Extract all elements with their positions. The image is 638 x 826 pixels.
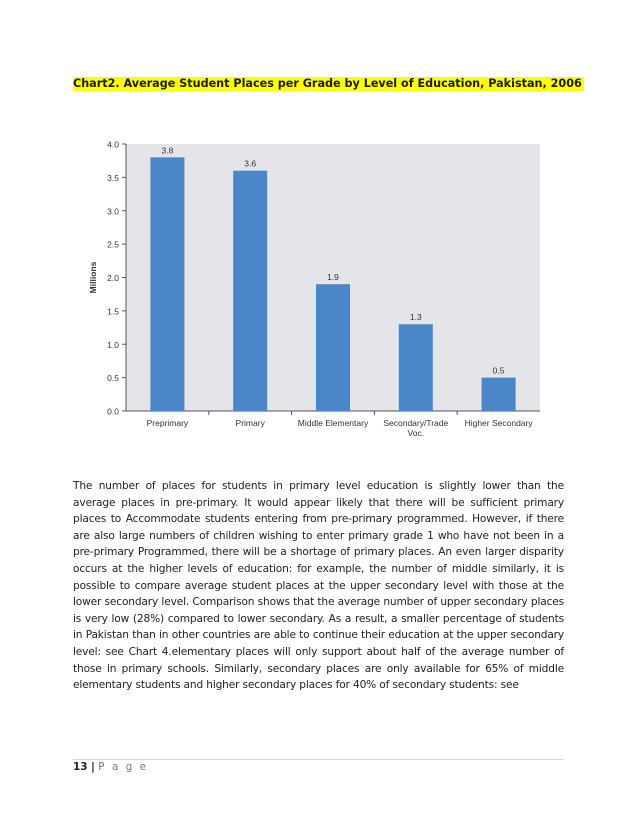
y-tick-label: 2.5 bbox=[107, 239, 119, 250]
data-label: 1.3 bbox=[409, 312, 422, 323]
data-label: 0.5 bbox=[492, 365, 505, 376]
body-paragraph: The number of places for students in primary level education is slightly lower than the average places in pre-primary. It would appear likely that there will be sufficient primary places to Accommodate students entering from pre-primary programmed. However, if there are also large numbers of children wishing to enter primary grade 1 who have not been in a pre-primary Programmed, there will be a shortage of primary places. An even larger disparity occurs at the higher levels of education: for example, the number of middle similarly, it is possible to compare average student places at the upper secondary level with those at the lower secondary level. Comparison shows that the average number of upper secondary places is very low (28%) compared to lower secondary. As a result, a smaller percentage of students in Pakistan than in other countries are able to continue their education at the upper secondary level: see Chart 4.elementary places will only support about half of the average number of those in primary schools. Similarly, secondary places are only available for 65% of middle elementary students and higher secondary places for 40% of secondary students: see bbox=[73, 480, 564, 692]
data-label: 3.6 bbox=[244, 158, 257, 169]
data-label: 1.9 bbox=[327, 272, 339, 283]
footer-separator: | bbox=[90, 761, 95, 773]
y-tick-label: 1.5 bbox=[107, 306, 119, 317]
bar-chart bbox=[83, 132, 540, 442]
chart-svg bbox=[83, 132, 540, 442]
y-tick-label: 2.0 bbox=[107, 273, 119, 283]
bar-2 bbox=[316, 284, 350, 411]
x-category-label: Secondary/Trade bbox=[383, 418, 449, 428]
bar-1 bbox=[233, 171, 267, 411]
page-label: P a g e bbox=[98, 761, 149, 773]
y-tick-label: 3.5 bbox=[107, 172, 119, 183]
y-axis-title: Millions bbox=[88, 261, 98, 294]
bar-4 bbox=[482, 378, 516, 411]
y-tick-label: 3.0 bbox=[107, 206, 119, 217]
x-category-label: Preprimary bbox=[146, 418, 189, 428]
bar-3 bbox=[399, 324, 433, 411]
x-category-label: Higher Secondary bbox=[464, 418, 533, 428]
x-category-label: Voc. bbox=[407, 428, 425, 438]
y-tick-label: 0.5 bbox=[107, 373, 119, 384]
x-category-label: Primary bbox=[235, 418, 265, 428]
chart-heading: Chart2. Average Student Places per Grade by Level of Education, Pakistan, 2006 bbox=[73, 77, 582, 90]
page-footer bbox=[73, 760, 148, 774]
data-label: 3.8 bbox=[161, 145, 174, 156]
y-tick-label: 1.0 bbox=[107, 339, 119, 350]
bar-0 bbox=[150, 157, 184, 411]
x-category-label: Middle Elementary bbox=[297, 418, 369, 428]
page-number: 13 bbox=[73, 761, 88, 773]
y-tick-label: 0.0 bbox=[107, 406, 119, 417]
y-tick-label: 4.0 bbox=[107, 139, 119, 150]
